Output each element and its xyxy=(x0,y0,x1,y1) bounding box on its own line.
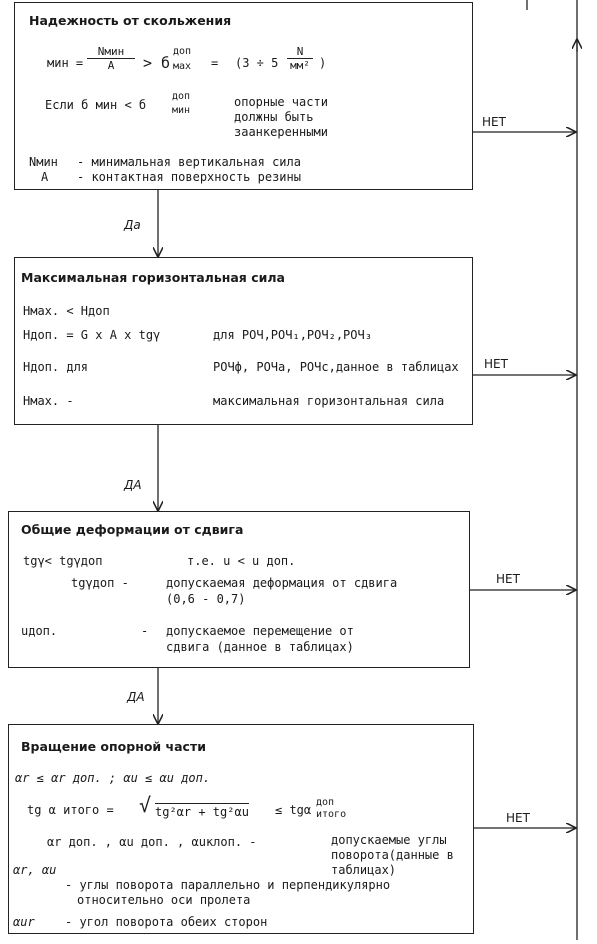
definition-1-text-2: относительно оси пролета xyxy=(77,893,251,907)
unit-numerator: N xyxy=(287,45,313,59)
support-line-3: заанкеренными xyxy=(234,125,328,139)
definition-2-dash: - xyxy=(141,624,149,638)
definition-symbol-1: Nмин xyxy=(29,155,58,169)
definition-2-text-2: сдвига (данное в таблицах) xyxy=(166,640,354,654)
formula-left: мин = xyxy=(47,56,84,70)
formula-le: ≤ tgα xyxy=(275,803,312,817)
condition-line: αr ≤ αr доп. ; αu ≤ αu доп. xyxy=(15,771,211,785)
definition-right: максимальная горизонтальная сила xyxy=(213,394,445,408)
condition-dop: доп xyxy=(172,91,191,102)
definition-text-1: - минимальная вертикальная сила xyxy=(77,155,301,169)
formula-itogo: итого xyxy=(316,809,347,820)
no-label-1: НЕТ xyxy=(482,115,506,129)
no-label-4: НЕТ xyxy=(506,811,530,825)
fraction-denominator: A xyxy=(107,59,115,72)
table-note-right: РОЧф, РОЧа, РОЧс,данное в таблицах xyxy=(213,360,459,374)
yes-label-3: ДА xyxy=(127,690,145,704)
support-line-2: должны быть xyxy=(234,110,314,124)
block-title: Общие деформации от сдвига xyxy=(21,522,244,537)
support-line-1: опорные части xyxy=(234,95,328,109)
block-title: Максимальная горизонтальная сила xyxy=(21,270,285,285)
unit-fraction xyxy=(287,45,313,72)
definition-2-text-1: допускаемое перемещение от xyxy=(166,624,354,638)
block-bearing-rotation xyxy=(8,724,474,934)
formula-right: для РОЧ,РОЧ₁,РОЧ₂,РОЧ₃ xyxy=(213,328,372,342)
definition-text-2: - контактная поверхность резины xyxy=(77,170,301,184)
block-slip-reliability xyxy=(14,2,473,190)
formula-max: мах xyxy=(173,61,192,72)
formula-eq: = xyxy=(211,56,219,70)
formula-dop: доп xyxy=(173,46,192,57)
definition-1-text-2: (0,6 - 0,7) xyxy=(166,592,246,606)
sqrt-sign: √ xyxy=(139,793,152,817)
formula-gt: > б xyxy=(143,54,171,72)
definition-1-symbol: αr, αu xyxy=(13,863,57,877)
allowable-text-2: поворота(данные в xyxy=(331,848,454,862)
table-note-left: Hдоп. для xyxy=(23,360,89,374)
condition-left: tgγ< tgγдоп xyxy=(23,554,103,568)
allowable-left: αr доп. , αu доп. , αuклоп. - xyxy=(47,835,257,849)
allowable-text-3: таблицах) xyxy=(331,863,397,877)
definition-symbol-2: A xyxy=(41,170,49,184)
yes-label-1: Да xyxy=(124,218,141,232)
definition-2-text: - угол поворота обеих сторон xyxy=(65,915,268,929)
condition-right: т.е. u < u доп. xyxy=(187,554,296,568)
definition-2-left: uдоп. xyxy=(21,624,58,638)
formula-fraction xyxy=(87,45,135,72)
formula-dop: доп xyxy=(316,797,335,808)
formula-range: (3 ÷ 5 xyxy=(235,56,279,70)
definition-1-left: tgγдоп - xyxy=(71,576,129,590)
unit-denominator: мм² xyxy=(290,59,310,72)
formula-close: ) xyxy=(319,56,327,70)
block-shear-deformation xyxy=(8,511,470,668)
block-title: Вращение опорной части xyxy=(21,739,206,754)
definition-1-text-1: допускаемая деформация от сдвига xyxy=(166,576,398,590)
fraction-numerator: Nмин xyxy=(87,45,135,59)
yes-label-2: ДА xyxy=(124,478,142,492)
sqrt-body: tg²αr + tg²αu xyxy=(155,805,249,819)
condition-min: мин xyxy=(172,105,191,116)
definition-1-text-1: - углы поворота параллельно и перпендикулярно xyxy=(65,878,391,892)
allowable-text-1: допускаемые углы xyxy=(331,833,447,847)
block-max-horizontal-force xyxy=(14,257,473,425)
condition-line: Если б мин < б xyxy=(45,98,147,112)
formula-left: tg α итого = xyxy=(27,803,114,817)
block-title: Надежность от скольжения xyxy=(29,13,232,28)
formula-left: Hдоп. = G x A x tgγ xyxy=(23,328,161,342)
no-label-2: НЕТ xyxy=(484,357,508,371)
definition-2-symbol: αur xyxy=(13,915,35,929)
condition-line: Hмах. < Hдоп xyxy=(23,304,110,318)
no-label-3: НЕТ xyxy=(496,572,520,586)
definition-left: Hмах. - xyxy=(23,394,74,408)
